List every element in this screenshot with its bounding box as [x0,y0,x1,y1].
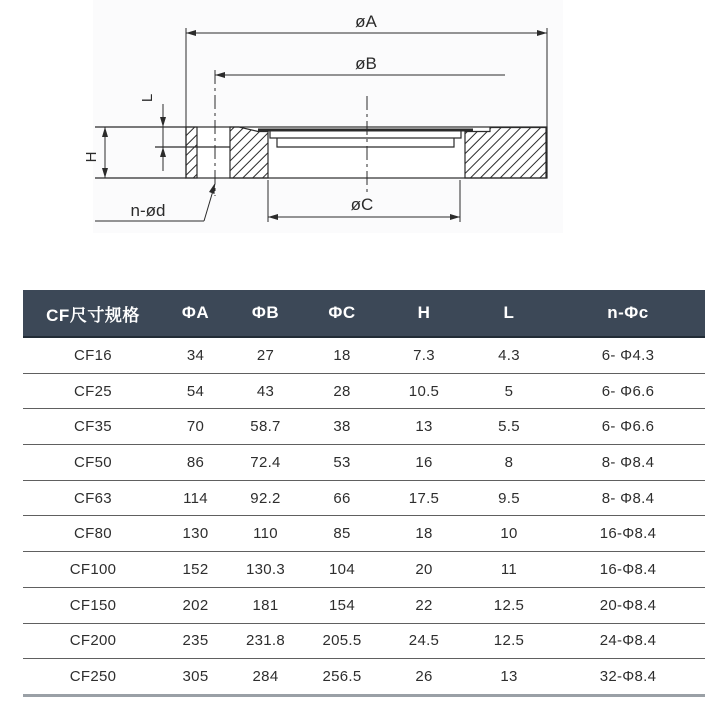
table-cell: 13 [415,418,433,436]
table-cell: 114 [183,489,208,507]
table-cell: 205.5 [322,632,362,650]
table-cell: 16 [415,453,433,471]
table-cell: 70 [186,418,205,436]
table-cell: 43 [256,382,275,400]
column-header-model: CF尺寸规格 [46,305,140,325]
model-cell: CF100 [69,560,117,578]
table-row [23,552,705,588]
dim-label-h: H [83,151,100,163]
cf-spec-table [23,290,705,697]
table-cell: 104 [329,560,355,578]
model-cell: CF80 [74,525,112,543]
table-cell: 27 [256,346,275,364]
table-cell: 181 [252,596,279,614]
table-row [23,338,705,374]
table-row [23,409,705,445]
model-cell: CF50 [74,453,112,471]
table-cell: 72.4 [250,453,281,471]
table-cell: 85 [333,525,351,543]
table-cell: 13 [500,668,518,686]
table-cell: 6- Φ4.3 [601,346,655,364]
model-cell: CF16 [74,346,112,364]
table-row [23,374,705,410]
model-cell: CF63 [74,489,112,507]
dim-label-dia-a: øA [355,12,377,31]
table-cell: 28 [333,382,351,400]
table-row [23,624,705,660]
model-cell: CF25 [74,382,112,400]
table-cell: 17.5 [408,489,440,507]
table-cell: 130 [182,525,209,543]
table-cell: 284 [252,668,279,686]
dim-label-dia-c: øC [350,195,374,214]
table-cell: 26 [415,668,433,686]
table-cell: 24-Φ8.4 [599,632,657,650]
table-body [23,338,705,694]
table-cell: 66 [333,489,351,507]
table-cell: 130.3 [245,560,286,578]
table-header-row [23,290,705,338]
table-cell: 20-Φ8.4 [599,596,657,614]
table-cell: 4.3 [498,346,520,364]
table-cell: 16-Φ8.4 [599,560,657,578]
table-cell: 32-Φ8.4 [599,668,657,686]
table-row [23,659,705,694]
table-cell: 16-Φ8.4 [599,525,657,543]
flange-drawing [0,0,728,255]
table-cell: 10.5 [408,382,440,400]
model-cell: CF150 [69,596,117,614]
table-cell: 24.5 [408,632,440,650]
dim-label-dia-b: øB [355,54,377,73]
table-cell: 110 [253,525,278,543]
table-cell: 231.8 [245,632,286,650]
model-cell: CF250 [69,668,117,686]
column-header-phi-c: ΦC [328,303,356,322]
table-cell: 58.7 [250,418,281,436]
table-cell: 235 [182,632,209,650]
table-row [23,445,705,481]
table-row [23,481,705,517]
flange-cross-section-svg [0,0,728,255]
table-cell: 8 [504,453,514,471]
column-header-n-phic: n-Φc [607,303,649,322]
table-cell: 38 [333,418,351,436]
dim-label-n-d: n-ød [130,201,166,220]
table-cell: 18 [333,346,351,364]
table-cell: 11 [500,560,518,578]
column-header-phi-a: ΦA [181,303,210,322]
table-cell: 22 [415,596,433,614]
table-cell: 5 [504,382,514,400]
table-cell: 54 [186,382,205,400]
table-cell: 8- Φ8.4 [601,489,655,507]
table-cell: 8- Φ8.4 [601,453,655,471]
column-header-l: L [503,303,515,322]
table-cell: 10 [500,525,518,543]
model-cell: CF200 [69,632,117,650]
table-cell: 5.5 [498,418,520,436]
table-cell: 92.2 [250,489,281,507]
table-cell: 18 [415,525,433,543]
table-cell: 7.3 [413,346,435,364]
column-header-h: H [417,303,431,322]
table-cell: 152 [182,560,209,578]
table-cell: 6- Φ6.6 [601,418,655,436]
table-cell: 86 [186,453,205,471]
dim-label-l: L [139,93,156,103]
column-header-phi-b: ΦB [251,303,280,322]
table-cell: 53 [333,453,351,471]
table-cell: 154 [329,596,355,614]
model-cell: CF35 [74,418,112,436]
table-cell: 12.5 [493,596,525,614]
table-cell: 202 [182,596,209,614]
table-cell: 305 [182,668,209,686]
table-cell: 34 [186,346,205,364]
table-row [23,516,705,552]
table-cell: 256.5 [322,668,362,686]
table-cell: 6- Φ6.6 [601,382,655,400]
table-cell: 20 [415,560,433,578]
table-row [23,588,705,624]
table-cell: 9.5 [498,489,520,507]
table-cell: 12.5 [493,632,525,650]
